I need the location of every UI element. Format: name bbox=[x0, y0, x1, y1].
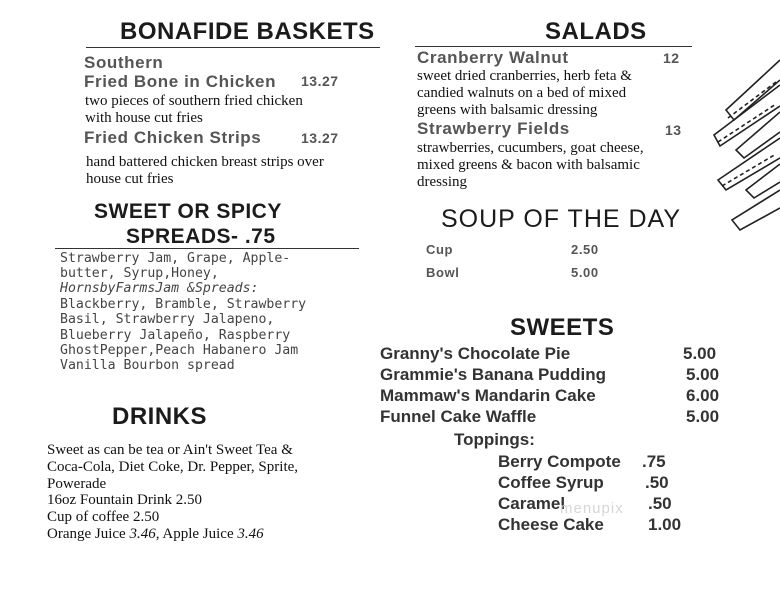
soup-bowl-price: 5.00 bbox=[571, 265, 599, 280]
baskets-rule bbox=[86, 47, 380, 48]
salad-item-1-desc3: greens with balsamic dressing bbox=[417, 102, 598, 118]
salad-item-1-desc1: sweet dried cranberries, herb feta & bbox=[417, 68, 632, 84]
sweet-item-1-price: 5.00 bbox=[683, 344, 717, 363]
soup-cup-price: 2.50 bbox=[571, 242, 599, 257]
basket-item-1-line2: Fried Bone in Chicken bbox=[84, 72, 277, 91]
sweet-item-2-name: Grammie's Banana Pudding bbox=[380, 365, 607, 384]
drinks-line-5: Cup of coffee 2.50 bbox=[47, 509, 160, 525]
sweets-title: SWEETS bbox=[510, 314, 615, 341]
spreads-line-1: Strawberry Jam, Grape, Apple- bbox=[60, 251, 291, 266]
drinks-line-2: Coca-Cola, Diet Coke, Dr. Pepper, Sprite, bbox=[47, 459, 299, 475]
salad-item-2-desc3: dressing bbox=[417, 174, 467, 190]
spreads-line-6: Blueberry Jalapeño, Raspberry bbox=[60, 328, 291, 343]
spreads-line-2: butter, Syrup,Honey, bbox=[60, 266, 219, 281]
sweet-item-3-name: Mammaw's Mandarin Cake bbox=[380, 386, 596, 405]
spreads-line-3: HornsbyFarmsJam &Spreads: bbox=[60, 281, 259, 296]
basket-item-1-line1: Southern bbox=[84, 53, 164, 72]
orange-juice-price: 3.46 bbox=[129, 526, 156, 542]
topping-3-price: .50 bbox=[648, 494, 672, 513]
basket-item-2-price: 13.27 bbox=[301, 130, 339, 146]
drinks-title: DRINKS bbox=[112, 403, 208, 430]
spreads-title-2: SPREADS- .75 bbox=[126, 225, 276, 248]
apple-juice-price: 3.46 bbox=[237, 526, 264, 542]
fries-illustration-icon bbox=[706, 40, 780, 240]
topping-1-name: Berry Compote bbox=[498, 452, 621, 471]
drinks-line-6 bbox=[47, 526, 264, 543]
baskets-title: BONAFIDE BASKETS bbox=[120, 18, 375, 45]
basket-item-1-price: 13.27 bbox=[301, 73, 339, 89]
spreads-line-7: GhostPepper,Peach Habanero Jam bbox=[60, 343, 299, 358]
basket-item-1-desc2: with house cut fries bbox=[85, 110, 203, 126]
sweet-item-4-name: Funnel Cake Waffle bbox=[380, 407, 537, 426]
basket-item-2-desc2: house cut fries bbox=[86, 171, 174, 187]
salad-item-1-price: 12 bbox=[663, 50, 680, 66]
soup-bowl-label: Bowl bbox=[426, 265, 460, 280]
sweet-item-1-name: Granny's Chocolate Pie bbox=[380, 344, 571, 363]
drinks-line-4: 16oz Fountain Drink 2.50 bbox=[47, 492, 202, 508]
topping-4-price: 1.00 bbox=[648, 515, 682, 534]
toppings-label: Toppings: bbox=[454, 430, 535, 449]
watermark-text: menupix bbox=[560, 500, 624, 517]
sweet-item-3-price: 6.00 bbox=[686, 386, 720, 405]
drinks-line-3: Powerade bbox=[47, 476, 107, 492]
salad-item-2-desc1: strawberries, cucumbers, goat cheese, bbox=[417, 140, 644, 156]
spreads-title-1: SWEET OR SPICY bbox=[94, 200, 282, 223]
salad-item-2-name: Strawberry Fields bbox=[417, 119, 570, 138]
topping-2-price: .50 bbox=[645, 473, 669, 492]
topping-2-name: Coffee Syrup bbox=[498, 473, 604, 492]
salad-item-2-price: 13 bbox=[665, 122, 682, 138]
topping-3-name: Caramel bbox=[498, 494, 566, 513]
salad-item-2-desc2: mixed greens & bacon with balsamic bbox=[417, 157, 640, 173]
orange-juice-label: Orange Juice bbox=[47, 526, 130, 542]
basket-item-1-desc1: two pieces of southern fried chicken bbox=[85, 93, 303, 109]
sweet-item-4-price: 5.00 bbox=[686, 407, 720, 426]
sweet-item-2-price: 5.00 bbox=[686, 365, 720, 384]
salads-rule bbox=[415, 46, 692, 47]
soup-title: SOUP OF THE DAY bbox=[441, 205, 682, 233]
spreads-rule bbox=[55, 248, 359, 249]
drinks-line-1: Sweet as can be tea or Ain't Sweet Tea & bbox=[47, 442, 293, 458]
soup-cup-label: Cup bbox=[426, 242, 454, 257]
salads-title: SALADS bbox=[545, 18, 647, 45]
salad-item-1-name: Cranberry Walnut bbox=[417, 48, 569, 67]
spreads-line-4: Blackberry, Bramble, Strawberry bbox=[60, 297, 307, 312]
basket-item-2-name: Fried Chicken Strips bbox=[84, 128, 262, 147]
spreads-line-5: Basil, Strawberry Jalapeno, bbox=[60, 312, 275, 327]
apple-juice-label: , Apple Juice bbox=[155, 526, 238, 542]
topping-4-name: Cheese Cake bbox=[498, 515, 604, 534]
basket-item-2-desc1: hand battered chicken breast strips over bbox=[86, 154, 324, 170]
spreads-line-8: Vanilla Bourbon spread bbox=[60, 358, 235, 373]
topping-1-price: .75 bbox=[642, 452, 666, 471]
salad-item-1-desc2: candied walnuts on a bed of mixed bbox=[417, 85, 627, 101]
